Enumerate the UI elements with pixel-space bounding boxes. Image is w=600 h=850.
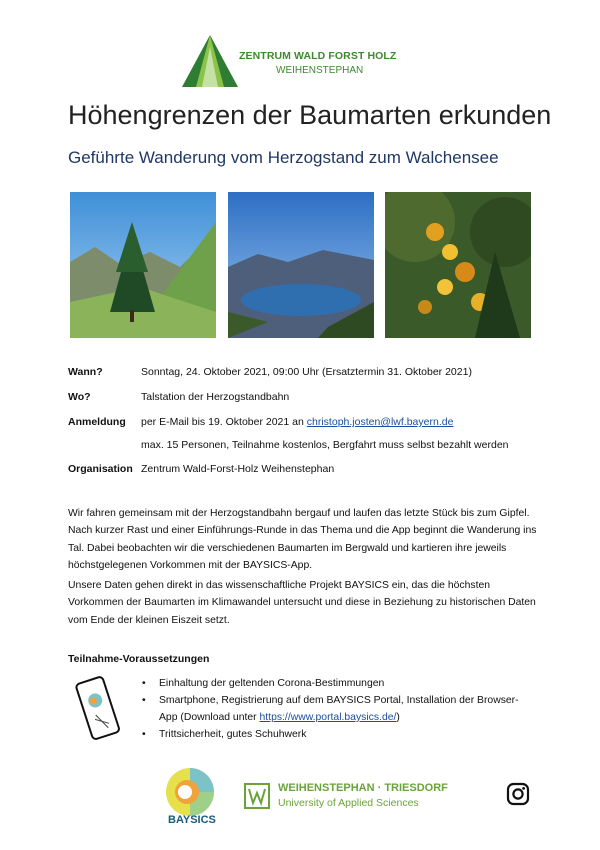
requirement-item-2-text: Smartphone, Registrierung auf dem BAYSICS Portal, Installation der Browser-App (Download unter [159, 695, 519, 723]
logo-org-name: ZENTRUM WALD FORST HOLZ [239, 50, 397, 62]
registration-value [141, 416, 453, 428]
where-value: Talstation der Herzogstandbahn [141, 391, 290, 403]
smartphone-icon [72, 676, 124, 742]
registration-label: Anmeldung [68, 416, 126, 428]
body-paragraph-2: Unsere Daten gehen direkt in das wissenschaftliche Projekt BAYSICS ein, das die höchsten Vorkommen der Baumarten im Klimawandel untersucht und diese in Beziehung zu historischen Daten vom Ende der kleinen Eiszeit setzt. [68, 580, 536, 626]
photo-autumn-larch [385, 192, 531, 338]
hswt-logo-icon [244, 783, 270, 809]
organisation-label: Organisation [68, 463, 133, 475]
requirements-heading: Teilnahme-Voraussetzungen [68, 653, 210, 665]
requirements-list [137, 675, 537, 743]
when-label: Wann? [68, 366, 103, 378]
requirement-item-1: • Einhaltung der geltenden Corona-Bestimmungen [137, 675, 537, 692]
baysics-label: BAYSICS [168, 814, 216, 826]
registration-email-link[interactable]: christoph.josten@lwf.bayern.de [306, 416, 454, 428]
registration-note: max. 15 Personen, Teilnahme kostenlos, Bergfahrt muss selbst bezahlt werden [141, 439, 509, 451]
requirement-item-2 [137, 692, 537, 726]
photo-walchensee-lake [228, 192, 374, 338]
where-label: Wo? [68, 391, 91, 403]
instagram-icon[interactable] [506, 782, 530, 806]
body-paragraph-1: Wir fahren gemeinsam mit der Herzogstandbahn bergauf und laufen das letzte Stück bis zum Gipfel. Nach kurzer Rast und einer Einführungs-Runde in das Thema und die App beginnt die Wanderung ins Tal. Dabei beobachten wir die verschiedenen Baumarten im Bergwald und kartieren ihre jeweils höchstgelegenen Vorkommen mit der BAYSICS-App. [68, 508, 537, 572]
portal-link[interactable]: https://www.portal.baysics.de/ [259, 712, 397, 723]
photo-mountain-tree [70, 192, 216, 338]
organisation-value: Zentrum Wald-Forst-Holz Weihenstephan [141, 463, 335, 475]
logo-org-place: WEIHENSTEPHAN [276, 65, 364, 76]
baysics-logo-icon [163, 765, 217, 819]
hswt-name: WEIHENSTEPHAN · TRIESDORF [278, 782, 448, 794]
zwfh-logo-icon [180, 33, 240, 89]
page-subtitle: Geführte Wanderung vom Herzogstand zum Walchensee [68, 148, 499, 167]
when-value: Sonntag, 24. Oktober 2021, 09:00 Uhr (Ersatztermin 31. Oktober 2021) [141, 366, 472, 378]
requirement-item-3: • Trittsicherheit, gutes Schuhwerk [137, 726, 537, 743]
requirement-item-2-end: ) [396, 712, 400, 723]
hswt-subtitle: University of Applied Sciences [278, 797, 419, 809]
registration-text: per E-Mail bis 19. Oktober 2021 an [141, 416, 304, 428]
page-title: Höhengrenzen der Baumarten erkunden [68, 100, 552, 130]
